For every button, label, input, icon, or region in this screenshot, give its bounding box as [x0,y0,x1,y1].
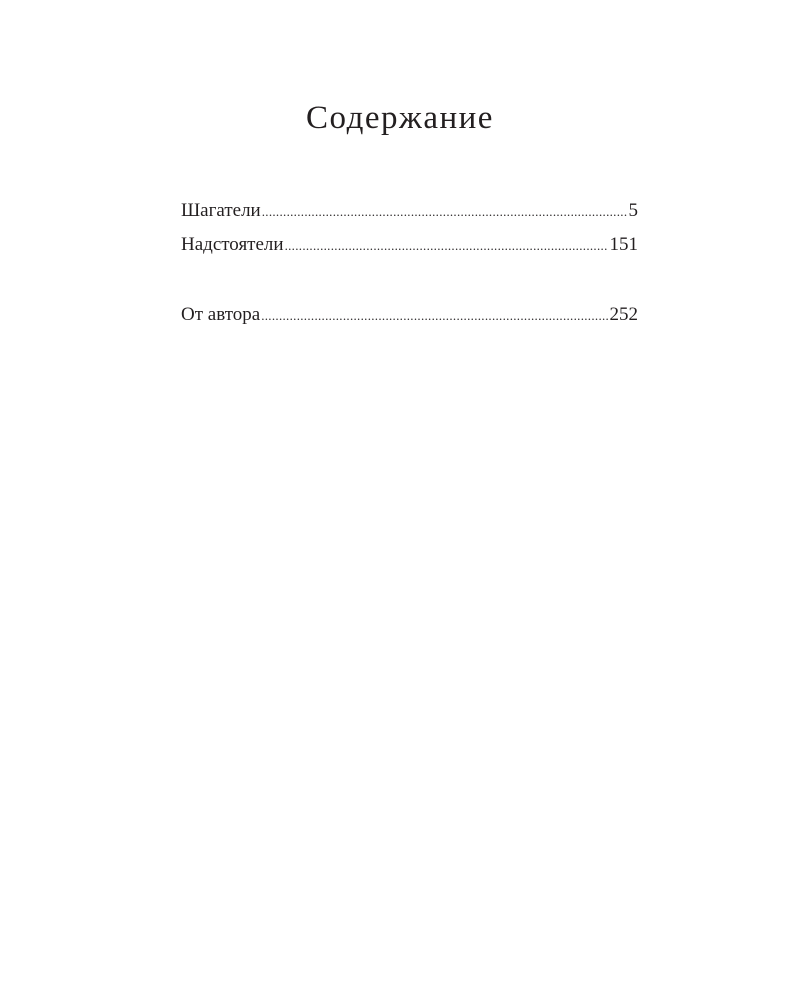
page-title: Содержание [306,100,494,136]
toc-entry-label: Надстоятели [181,234,284,255]
toc-entry-ot-avtora [181,304,638,326]
dot-leader [262,201,627,222]
toc-entry-page: 151 [609,234,638,255]
dot-leader [261,305,607,326]
dot-leader [285,235,608,256]
toc-entry-page: 252 [609,304,638,325]
toc-entry-label: Шагатели [181,200,261,221]
toc-entry-nadstoyateli [181,234,638,256]
toc-entry-shagateli [181,200,638,222]
table-of-contents [181,200,638,326]
toc-entry-page: 5 [628,200,638,221]
toc-entry-label: От автора [181,304,261,325]
